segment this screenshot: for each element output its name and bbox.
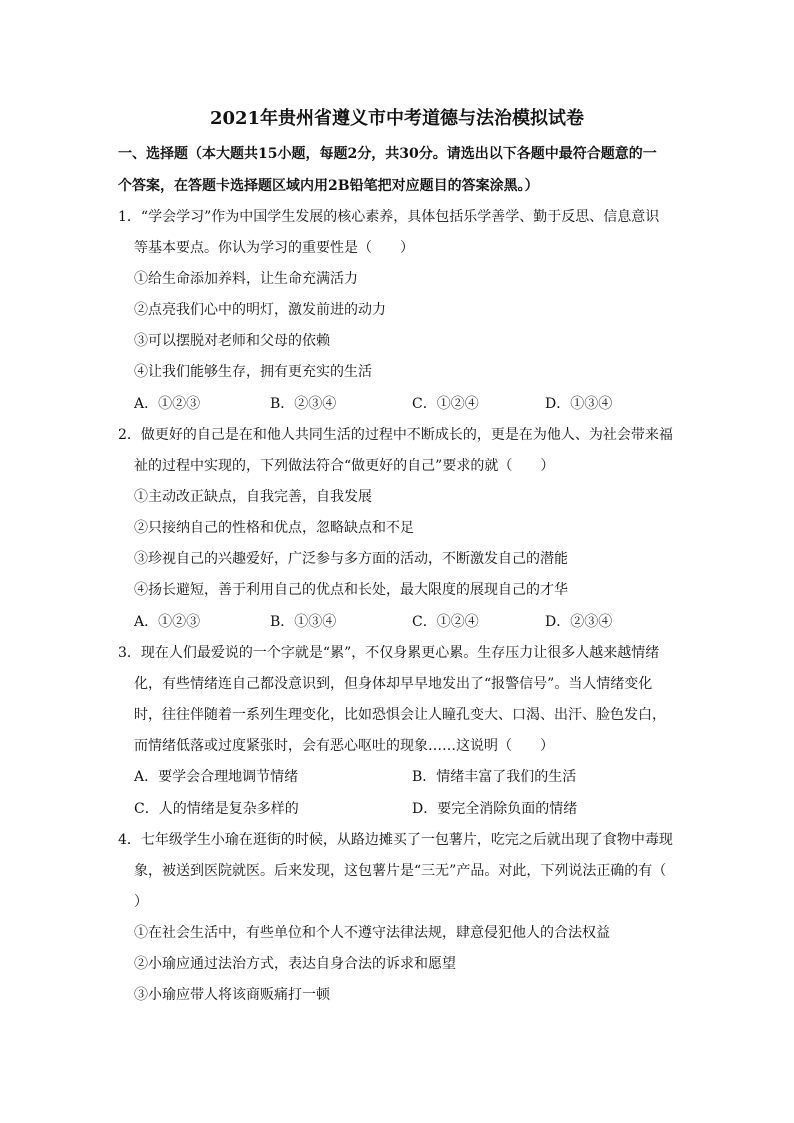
q4-stem-line-2: 象，被送到医院就医。后来发现，这包薯片是“三无”产品。对此，下列说法正确的有（: [134, 863, 667, 879]
q1-stem-line-2: 等基本要点。你认为学习的重要性是（ ）: [134, 240, 414, 256]
q3-stem-line-4: 而情绪低落或过度紧张时，会有恶心呕吐的现象……这说明（ ）: [134, 738, 554, 754]
q1-option-c: C．①②④: [412, 396, 479, 412]
q2-item-4: ④扬长避短，善于利用自己的优点和长处，最大限度的展现自己的才华: [134, 582, 568, 598]
q3-option-a: A．要学会合理地调节情绪: [134, 769, 299, 785]
q1-item-2: ②点亮我们心中的明灯，激发前进的动力: [134, 302, 386, 318]
q4-stem-line-3: ）: [134, 894, 148, 910]
q3-option-c: C．人的情绪是复杂多样的: [134, 801, 299, 817]
q2-item-1: ①主动改正缺点，自我完善，自我发展: [134, 489, 372, 505]
q3-stem-line-2: 化，有些情绪连自己都没意识到，但身体却早早地发出了“报警信号”。当人情绪变化: [134, 676, 653, 692]
q1-option-b: B．②③④: [270, 396, 337, 412]
q1-option-d: D．①③④: [545, 396, 613, 412]
q3-stem-line-1: 3．现在人们最爱说的一个字就是“累”，不仅身累更心累。生存压力让很多人越来越情绪: [118, 645, 660, 661]
q2-option-a: A．①②③: [134, 614, 201, 630]
q2-item-2: ②只接纳自己的性格和优点，忽略缺点和不足: [134, 520, 414, 536]
q4-item-1: ①在社会生活中，有些单位和个人不遵守法律法规，肆意侵犯他人的合法权益: [134, 925, 610, 941]
q1-item-3: ③可以摆脱对老师和父母的依赖: [134, 333, 330, 349]
q3-option-b: B．情绪丰富了我们的生活: [412, 769, 577, 785]
q2-item-3: ③珍视自己的兴趣爱好，广泛参与多方面的活动，不断激发自己的潜能: [134, 551, 568, 567]
q1-item-4: ④让我们能够生存，拥有更充实的生活: [134, 364, 372, 380]
section-heading-line-1: 一、选择题（本大题共15小题，每题2分，共30分。请选出以下各题中最符合题意的一: [118, 146, 657, 162]
section-heading-line-2: 个答案，在答题卡选择题区域内用2B铅笔把对应题目的答案涂黑。）: [118, 178, 539, 194]
q2-stem-line-2: 祉的过程中实现的，下列做法符合“做更好的自己”要求的就（ ）: [134, 458, 555, 474]
q4-stem-line-1: 4．七年级学生小瑜在逛街的时候，从路边摊买了一包薯片，吃完之后就出现了食物中毒现: [118, 832, 673, 848]
q3-option-d: D．要完全消除负面的情绪: [412, 801, 578, 817]
q2-option-b: B．①③④: [270, 614, 337, 630]
q1-stem-line-1: 1．“学会学习”作为中国学生发展的核心素养，具体包括乐学善学、勤于反思、信息意识: [118, 209, 660, 225]
q1-option-a: A．①②③: [134, 396, 201, 412]
q3-stem-line-3: 时，往往伴随着一系列生理变化，比如恐惧会让人瞳孔变大、口渴、出汗、脸色发白，: [134, 707, 666, 723]
q4-item-3: ③小瑜应带人将该商贩痛打一顿: [134, 987, 330, 1003]
q1-item-1: ①给生命添加养料，让生命充满活力: [134, 271, 358, 287]
q2-stem-line-1: 2．做更好的自己是在和他人共同生活的过程中不断成长的，更是在为他人、为社会带来福: [118, 427, 673, 443]
exam-title: 2021年贵州省遵义市中考道德与法治模拟试卷: [209, 108, 585, 129]
q2-option-d: D．②③④: [545, 614, 613, 630]
q4-item-2: ②小瑜应通过法治方式，表达自身合法的诉求和愿望: [134, 956, 456, 972]
q2-option-c: C．①②④: [412, 614, 479, 630]
